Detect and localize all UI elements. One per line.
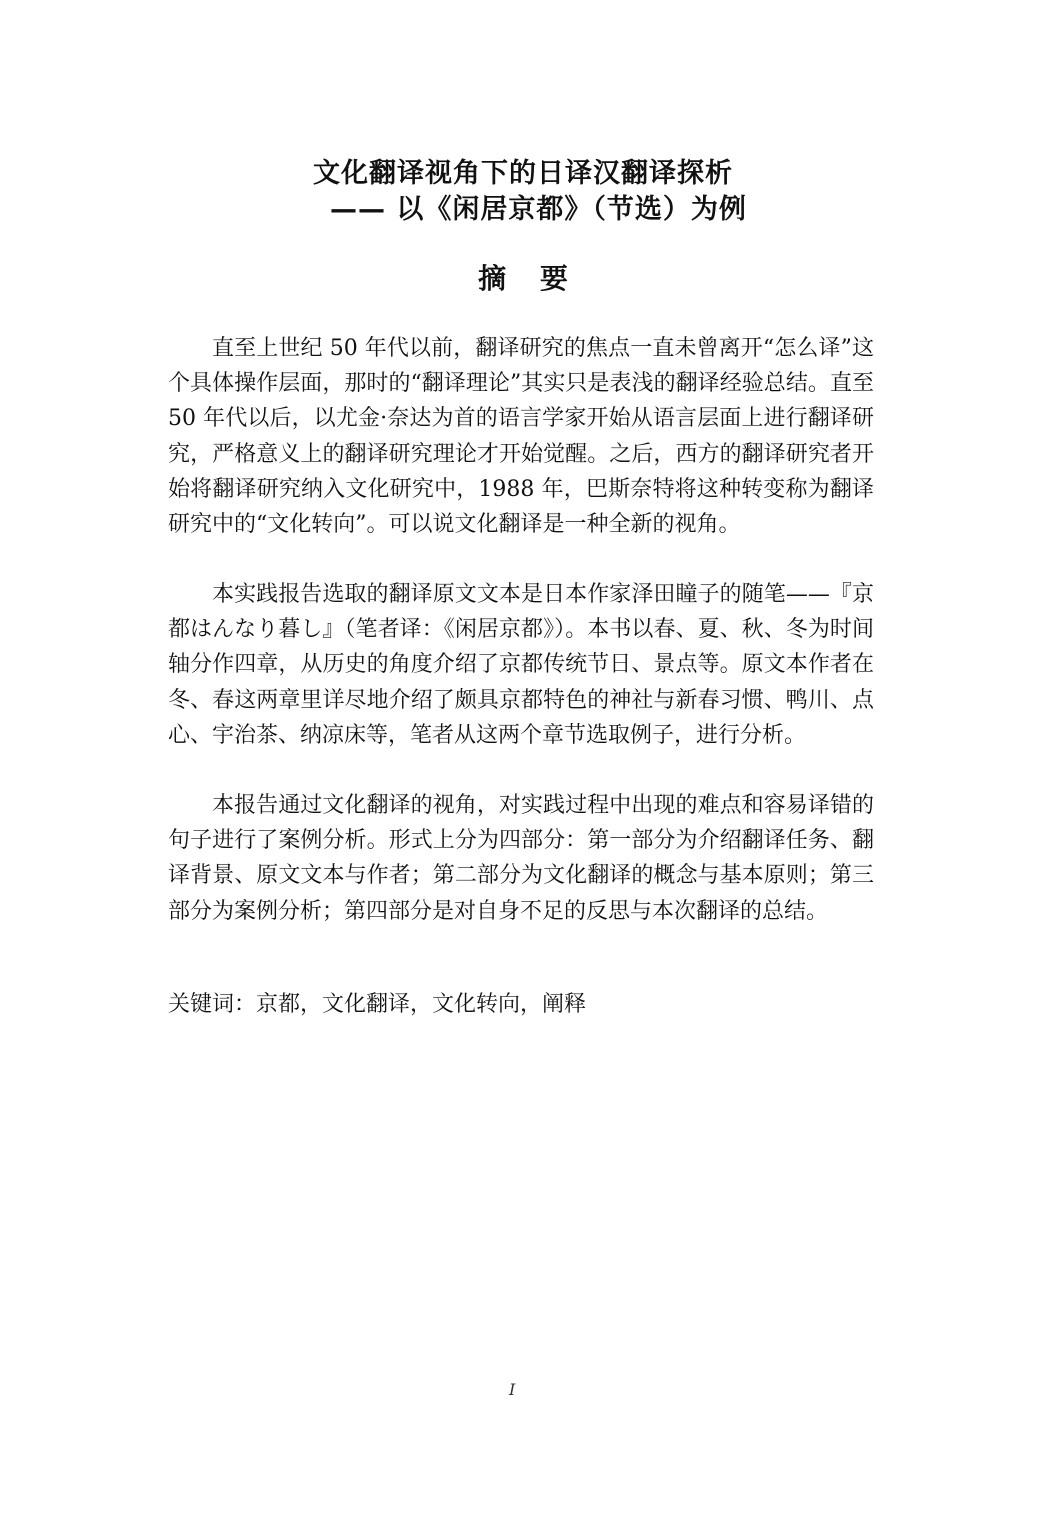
- document-title: 文化翻译视角下的日译汉翻译探析: [313, 158, 733, 189]
- document-subtitle: —— 以《闲居京都》（节选）为例: [330, 194, 747, 225]
- paragraph-text: 本报告通过文化翻译的视角，对实践过程中出现的难点和容易译错的句子进行了案例分析。形式上分为四部分：第一部分为介绍翻译任务、翻译背景、原文文本与作者；第二部分为文化翻译的概念与基本原则；第三部分为案例分析；第四部分是对自身不足的反思与本次翻译的总结。: [168, 793, 874, 924]
- abstract-heading: 摘 要: [478, 262, 580, 295]
- paragraph-text: 直至上世纪 50 年代以前，翻译研究的焦点一直未曾离开“怎么译”这个具体操作层面，那时的“翻译理论”其实只是表浅的翻译经验总结。直至 50 年代以后，以尤金·奈达为首的语言学家开始从语言层面上进行翻译研究，严格意义上的翻译研究理论才开始觉醒。之后，西方的翻译研究者开始将翻译研究纳入文化研究中，1988 年，巴斯奈特将这种转变称为翻译研究中的“文化转向”。可以说文化翻译是一种全新的视角。: [168, 336, 874, 538]
- page-number: I: [509, 1380, 516, 1399]
- keywords-line: 关键词：京都，文化翻译，文化转向，阐释: [168, 992, 587, 1017]
- abstract-paragraph-2: [168, 577, 874, 753]
- abstract-paragraph-3: [168, 788, 874, 929]
- abstract-paragraph-1: [168, 331, 874, 542]
- paragraph-text: 本实践报告选取的翻译原文文本是日本作家泽田瞳子的随笔——『京都はんなり暮し』（笔者译：《闲居京都》）。本书以春、夏、秋、冬为时间轴分作四章，从历史的角度介绍了京都传统节日、景点等。原文本作者在冬、春这两章里详尽地介绍了颇具京都特色的神社与新春习惯、鸭川、点心、宇治茶、纳凉床等，笔者从这两个章节选取例子，进行分析。: [168, 582, 874, 748]
